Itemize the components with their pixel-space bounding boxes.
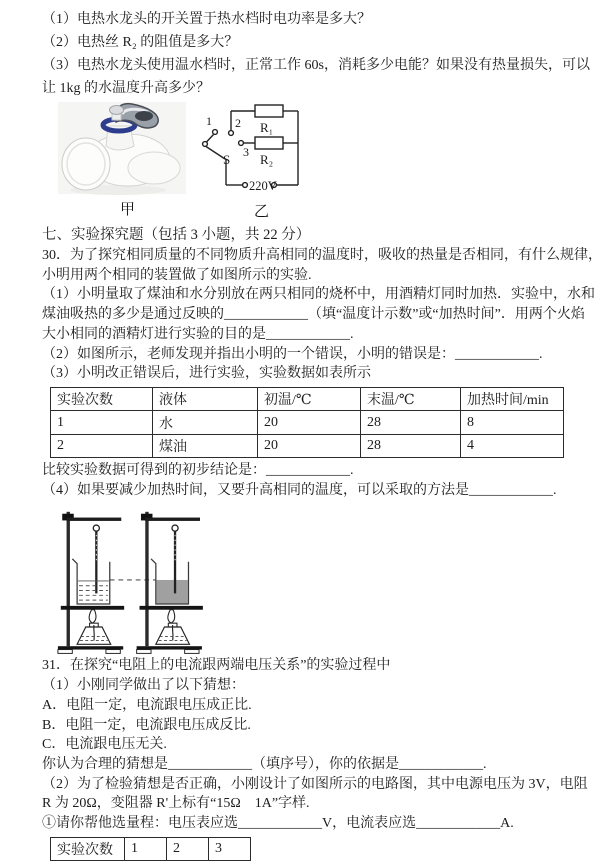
table-header-cell: 初温/℃ xyxy=(258,387,361,411)
text-line: 31．在探究“电阻上的电流跟两端电压关系”的实验过程中 xyxy=(42,658,391,674)
text-line: 煤油吸热的多少是通过反映的____________（填“温度计示数”或“加热时间”．用两个火焰 xyxy=(42,307,585,323)
table-cell: 20 xyxy=(258,411,361,435)
table-cell: 28 xyxy=(361,434,461,458)
circuit-contact-2-label: 2 xyxy=(235,116,241,130)
text-line: B．电阻一定，电流跟电压成反比. xyxy=(42,717,251,733)
text-line: 30．为了探究相同质量的不同物质升高相同的温度时，吸收的热量是否相同，有什么规律， xyxy=(42,248,602,263)
text-line: （1）电热水龙头的开关置于热水档时电功率是多大？ xyxy=(42,12,371,27)
resistor-r2-label: R₂ xyxy=(260,152,274,167)
table-cell: 2 xyxy=(167,837,209,860)
stand-left-water xyxy=(58,512,124,654)
table-cell: 28 xyxy=(361,411,461,435)
circuit-contact-3-label: 3 xyxy=(243,145,249,159)
experiment-apparatus-figure xyxy=(56,504,272,654)
table-cell: 1 xyxy=(51,411,153,435)
text-line: （3）小明改正错误后，进行实验，实验数据如表所示 xyxy=(42,366,371,382)
table-cell: 水 xyxy=(153,411,258,435)
circuit-contact-1-label: 1 xyxy=(206,114,212,128)
resistor-r1-label: R₁ xyxy=(260,120,274,135)
table-cell: 1 xyxy=(125,837,167,860)
table-cell: 煤油 xyxy=(153,434,258,458)
table-cell: 8 xyxy=(461,411,564,435)
table-header-cell: 实验次数 xyxy=(51,387,153,411)
supply-voltage-label: 220V xyxy=(249,179,277,193)
question30-block xyxy=(42,246,602,654)
text-line: R 为 20Ω，变阻器 R'上标有“15Ω 1A”字样. xyxy=(42,796,310,812)
text-line: ①请你帮他选量程：电压表应选____________V，电流表应选____________A. xyxy=(42,816,514,832)
figure-label-jia: 甲 xyxy=(120,202,136,218)
table-header-cell: 加热时间/min xyxy=(461,387,564,411)
text-line: A．电阻一定，电流跟电压成正比. xyxy=(42,697,252,713)
section7-heading: 七、实验探究题（包括 3 小题，共 22 分） xyxy=(42,227,311,243)
text-line: 比较实验数据可得到的初步结论是：____________. xyxy=(42,463,354,479)
table-cell: 3 xyxy=(209,837,251,860)
table-header-row xyxy=(51,387,564,411)
table-row xyxy=(51,411,564,435)
figure-label-yi: 乙 xyxy=(254,204,270,220)
text-line: （3）电热水龙头使用温水档时，正常工作 60s，消耗多少电能？如果没有热量损失，可以 xyxy=(42,58,590,73)
text-line: 大小相同的酒精灯进行实验的目的是____________. xyxy=(42,326,354,342)
table-cell: 2 xyxy=(51,434,153,458)
table-header-cell: 液体 xyxy=(153,387,258,411)
heating-data-table xyxy=(50,387,564,459)
text-line: 小明用两个相同的装置做了如图所示的实验. xyxy=(42,267,312,283)
table-cell: 20 xyxy=(258,434,361,458)
circuit-diagram xyxy=(198,102,302,196)
stand-right-kerosene xyxy=(137,512,203,654)
trial-number-table xyxy=(50,837,251,861)
table-row xyxy=(51,434,564,458)
text-line: C．电流跟电压无关. xyxy=(42,737,167,753)
water-tap-photo xyxy=(56,102,188,198)
text-line: （2）如图所示，老师发现并指出小明的一个错误，小明的错误是：____________. xyxy=(42,346,543,362)
table-row xyxy=(51,837,251,860)
text-line: 让 1kg 的水温度升高多少？ xyxy=(42,81,210,96)
text-line: （1）小明量取了煤油和水分别放在两只相同的烧杯中，用酒精灯同时加热．实验中，水和 xyxy=(42,287,595,303)
table-header-cell: 末温/℃ xyxy=(361,387,461,411)
circuit-switch-label: S xyxy=(223,152,231,167)
text-line: 你认为合理的猜想是____________（填序号），你的依据是____________. xyxy=(42,756,487,772)
text-line: （1）小刚同学做出了以下猜想： xyxy=(42,678,245,694)
question31-block xyxy=(42,656,588,860)
text-line: （2）电热丝 R₂ 的阻值是多大？ xyxy=(42,35,239,50)
figure-tap-and-circuit xyxy=(42,102,588,220)
text-line: （2）为了检验猜想是否正确，小刚设计了如图所示的电路图，其中电源电压为 3V，电阻 xyxy=(42,776,588,792)
table-cell: 4 xyxy=(461,434,564,458)
table-header-cell: 实验次数 xyxy=(51,837,125,860)
question29-block xyxy=(42,8,588,100)
text-line: （4）如果要减少加热时间，又要升高相同的温度，可以采取的方法是____________. xyxy=(42,482,557,498)
